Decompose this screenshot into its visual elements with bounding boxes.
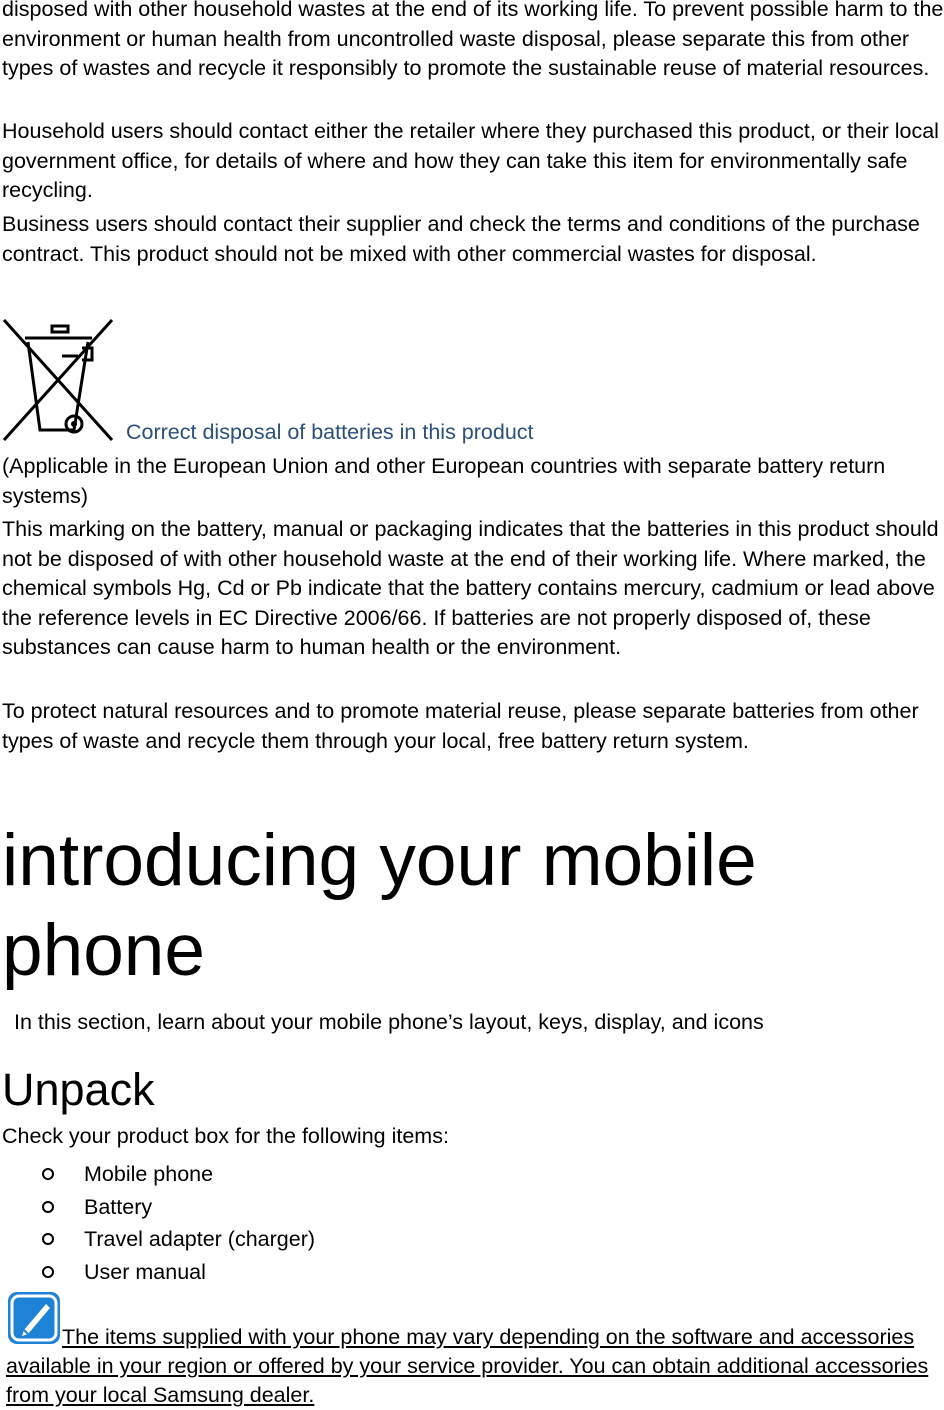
- bullet-icon: [42, 1168, 54, 1180]
- unpack-item-list: [0, 1158, 315, 1288]
- list-item: [0, 1191, 315, 1224]
- bullet-icon: [42, 1201, 54, 1213]
- paragraph-battery-recycle: To protect natural resources and to promote material reuse, please separate batteries from other types of waste and recycle them through your local, free battery return system.: [2, 699, 919, 753]
- list-item-label: Battery: [84, 1194, 153, 1219]
- list-item-label: Travel adapter (charger): [84, 1227, 316, 1251]
- unpack-note: The items supplied with your phone may vary depending on the software and accessories available in your region or offered by your service provider. You can obtain additional accessories from your local Samsung dealer.: [6, 1325, 929, 1407]
- list-item: [0, 1158, 315, 1191]
- paragraph-business-users: Business users should contact their supplier and check the terms and conditions of the purchase contract. This product should not be mixed with other commercial wastes for disposal.: [2, 212, 920, 266]
- paragraph-household-users: Household users should contact either the retailer where they purchased this product, or their local government office, for details of where and how they can take this item for environmentally safe recycling.: [2, 119, 939, 202]
- crossed-out-wheelie-bin-icon: [0, 318, 116, 444]
- paragraph-battery-applicable: (Applicable in the European Union and other European countries with separate battery return systems): [2, 454, 886, 508]
- list-item: [0, 1256, 315, 1289]
- chapter-title: introducing your mobile phone: [2, 820, 757, 991]
- paragraph-battery-marking: This marking on the battery, manual or packaging indicates that the batteries in this product should not be disposed of with other household waste at the end of their working life. Where marked, the chemical symbols Hg, Cd or Pb indicate that the battery contains mercury, cadmium or lead above the reference levels in EC Directive 2006/66. If batteries are not properly disposed of, these substances can cause harm to human health or the environment.: [2, 517, 939, 659]
- bullet-icon: [42, 1266, 54, 1278]
- bullet-icon: [42, 1233, 54, 1245]
- chapter-subtitle: In this section, learn about your mobile phone’s layout, keys, display, and icons: [14, 1010, 764, 1034]
- list-item: [0, 1223, 315, 1256]
- unpack-intro: Check your product box for the following items:: [2, 1124, 449, 1148]
- list-item-label: User manual: [84, 1259, 206, 1284]
- list-item-label: Mobile phone: [84, 1162, 214, 1186]
- paragraph-disposal-intro: disposed with other household wastes at the end of its working life. To prevent possible harm to the environment or human health from uncontrolled waste disposal, please separate this from other types of wastes and recycle it responsibly to promote the sustainable reuse of material resources.: [2, 0, 944, 80]
- battery-disposal-title: Correct disposal of batteries in this product: [126, 420, 534, 444]
- unpack-heading: Unpack: [2, 1064, 155, 1115]
